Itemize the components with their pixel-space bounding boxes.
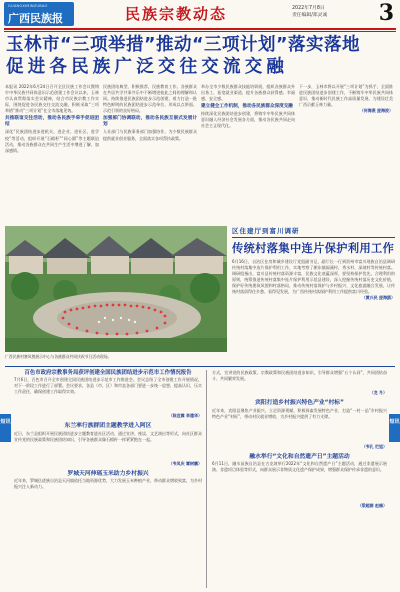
feature-title: 传统村落集中连片保护利用工作 <box>232 241 395 255</box>
logo-pinyin: GUANGXIMINZUBAO <box>8 4 48 8</box>
briefs-left <box>14 370 202 502</box>
feature-article <box>232 226 395 364</box>
brief-title: 宾阳打造乡村振兴特色产业“村标” <box>255 400 344 406</box>
brief-tag-left: 短讯 <box>0 414 11 442</box>
article-column-2 <box>103 84 197 224</box>
article-paragraph: 举办全市少数民族群众技能培训班，组织各族群众外出务工，拓宽就业渠道，提升各族群众获得感、幸福感、安全感。 <box>201 84 295 102</box>
article-paragraph: 深化“民族团结进步进机关、进企业、进社区、进学校”等活动，组织开展“石榴籽”“同心圆”等主题联谊活动，推动各族群众在共同生产生活中增进了解、加深感情。 <box>5 129 99 153</box>
briefs-right <box>212 370 387 509</box>
brief-body: 近年来，宾阳县聚焦产业振兴，立足资源禀赋，积极探索发展特色产业，打造“一村一品”乡村振兴特色产业“村标”，带动村民就业增收，为乡村振兴提供了有力支撑。 <box>212 407 387 419</box>
feature-paragraph: 6月16日，自治区住房和城乡建设厅党组副书记、副厅长一行到贺州市富川瑶族自治县调研传统村落集中连片保护利用工作，实地考察了朝东镇福溪村、秀水村、深坡村等传统村落。调研组指出，富川县传统村落资源丰富，民族文化底蕴深厚，要坚持保护优先、合理利用的原则，统筹推进传统村落集中连片保护利用示范县建设，深入挖掘传统村落历史文化价值，保护好传统建筑风貌和村落格局，推动传统村落保护与乡村振兴、文化旅游融合发展，让传统村落留得住乡愁、看得见发展，为广西传统村落保护利用工作提供富川经验。 <box>232 258 395 295</box>
feature-kicker-rule <box>232 237 395 238</box>
brief-tag-right: 短讯 <box>389 414 400 442</box>
masthead-rule <box>4 28 396 30</box>
article-column-4 <box>299 84 393 224</box>
article-subheading: 共推联谊交往活动，推动各民族手牵手促进团结 <box>5 116 99 128</box>
logo-title: 广西民族报 <box>8 12 63 25</box>
brief-byline: （陈宜霖 李建华） <box>168 413 202 418</box>
brief-byline: （龙 冬） <box>369 390 387 395</box>
brief-byline: （韦孔 尼姐） <box>361 443 387 449</box>
brief-body: 6月11日，融水苗族自治县在古龙坡举行2022年“文化和自然遗产日”主题活动，通过非遗展示展演、非遗项目体验等形式，向群众展示非物质文化遗产保护成果，增强群众保护传承非遗的意识。 <box>212 461 387 473</box>
brief-title: 罗城天河伸瑶玉米助力乡村振兴 <box>67 470 149 477</box>
brief-body: 近日，东兰县组织开展民族团结进步主题教育进社区活动，通过宣讲、座谈、文艺演出等形式，向社区群众宣传党的民族政策和民族团结知识，引导各族群众像石榴籽一样紧紧抱在一起。 <box>14 430 202 442</box>
brief-byline: （韦凤庆 覃树鹏） <box>168 460 202 466</box>
section-divider <box>5 366 395 367</box>
issue-info <box>292 5 327 19</box>
feature-kicker: 区住建厅到富川调研 <box>232 227 300 235</box>
brief-title: 东兰率行族群团主题教学进入阿区 <box>64 423 152 429</box>
feature-body <box>232 259 395 367</box>
news-photo <box>5 226 227 352</box>
brief-title: 百色市政府宗教事务局获评创建全国民族团结进步示范市工作情况报告 <box>24 370 192 376</box>
brief-column-divider <box>206 370 207 588</box>
article-paragraph: 本报讯 2022年6月24日召开全区民族工作会议暨铸牢中华民族共同体意识示范创建工作会议以来，玉林市认真贯彻落实会议精神，结合市民族宗教工作实际，围绕促进各民族交往交流交融，积极采取“三项举措”推动“三项计划”在全市落地见效。 <box>5 84 99 114</box>
masthead-rule-thin <box>4 31 396 32</box>
lead-article <box>5 84 395 224</box>
article-paragraph: 人社部门与民族事务部门加强协作，为少数民族群众提供就业创业服务，全面落实各项帮扶政策。 <box>103 129 197 141</box>
article-paragraph: 持续深化民族团结进步创建，将铸牢中华民族共同体意识融入经济社会发展各方面，推动各民族共同走向社会主义现代化。 <box>201 111 295 129</box>
brief-title: 融水举行“文化和自然遗产日”主题活动 <box>249 453 350 460</box>
photo-caption: 广西民族村寨风貌展示中心与各族群众共同庆祝节日活动现场。 <box>5 354 112 359</box>
article-subheading: 加强部门协调联动，推动各民族互嵌式发展计划 <box>103 116 197 128</box>
headline-line-2: 促进各民族广泛交往交流交融 <box>6 57 289 77</box>
brief-body: 近年来，罗城仫佬族自治县天河镇依托当地资源优势，大力发展玉米种植产业，带动群众增收致富，为乡村振兴注入新动力。 <box>14 478 202 490</box>
article-subheading: 建立健全工作机制，推动各民族群众深度交融 <box>201 104 293 110</box>
photo-illustration <box>5 226 227 352</box>
article-byline: （何海燕 庞海波） <box>359 108 393 114</box>
article-column-1 <box>5 84 99 224</box>
brief-byline: （梁超群 赵楠） <box>357 503 387 508</box>
feature-byline: （黄兴民 庞海鸥） <box>361 295 395 301</box>
brief-body: 7月6日，百色市召开全市创建全国民族团结进步示范市工作推进会。会议总结了全市创建工作开展情况，对下一阶段工作进行了部署。会议要求，各县（市、区）和市直各部门要进一步统一思想、提高认识，压实工作责任，确保创建工作取得实效。 <box>14 377 202 395</box>
page-number: 3 <box>378 0 394 26</box>
issue-date: 2022年7月8日 <box>292 6 325 11</box>
brief-body: 方式，宣讲党的民族政策、宗教政策和民族团结进步知识，引导群众增强“五个认同”，共同团结奋斗、共同繁荣发展。 <box>212 370 387 382</box>
headline-line-1: 玉林市“三项举措”推动“三项计划”落实落地 <box>6 35 361 55</box>
article-column-3 <box>201 84 295 224</box>
editor-credit: 责任编辑/郑灵诚 <box>292 13 328 18</box>
section-title: 民族宗教动态 <box>125 5 228 23</box>
article-paragraph: 民族团结典型，积极推荐，民族教育工作。各族群众在共居共学共事共乐中不断增进彼此之间的理解和认同。持续推进民族团结进步示范创建，着力打造一批特色鲜明的民族团结进步示范单位，形成以点带面、示范引领的良好格局。 <box>103 84 197 114</box>
main-headline <box>6 34 394 78</box>
newspaper-logo <box>4 2 74 26</box>
article-paragraph: 下一步，玉林市将以开展“三项计划”为抓手，全面推进民族团结进步创建工作，不断铸牢中华民族共同体意识，推动新时代民族工作高质量发展，为建设壮美广西贡献玉林力量。 <box>299 84 393 108</box>
masthead <box>0 0 400 28</box>
